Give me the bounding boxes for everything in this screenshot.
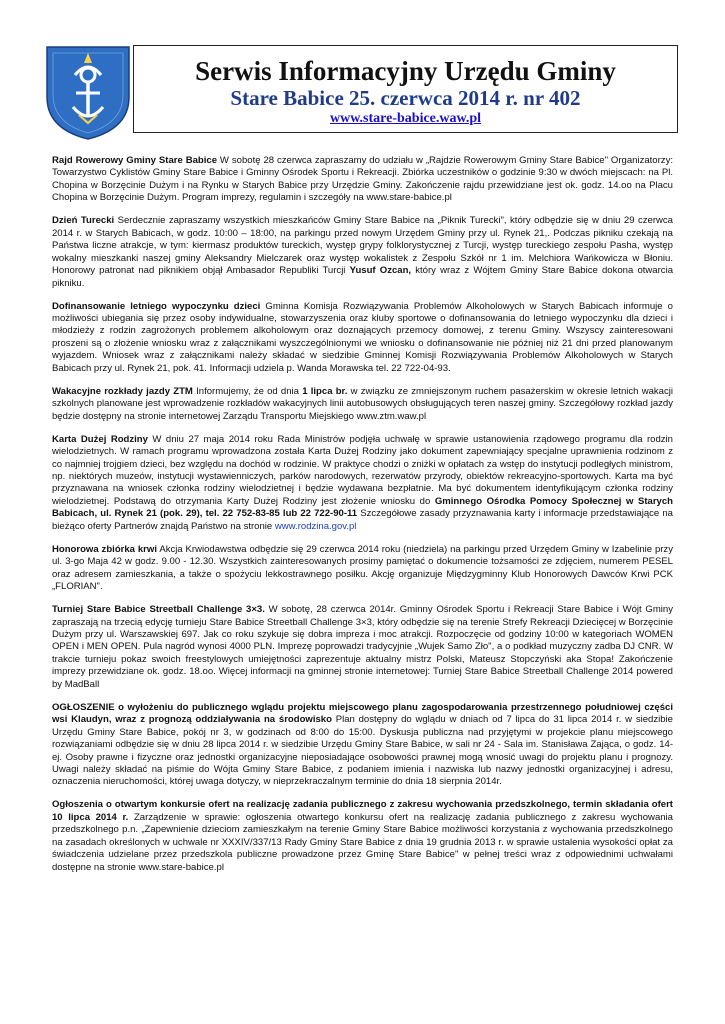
- page-header: [45, 45, 680, 137]
- article-heading: Dzień Turecki: [52, 215, 115, 227]
- start-date: 1 lipca br.: [302, 385, 348, 397]
- office-address: Gminnego Ośrodka Pomocy Społecznej w Starych Babicach, ul. Rynek 21 (pok. 29), tel. 22 752-83-85 lub 22 722-90-11: [52, 495, 673, 520]
- article-summer-funding: [52, 301, 673, 376]
- article-heading: Turniej Stare Babice Streetball Challenge 3×3.: [52, 604, 265, 616]
- article-text: Gminna Komisja Rozwiązywania Problemów Alkoholowych w Starych Babicach informuje o możliwości ubiegania się przez osoby indywidualne, stowarzyszenia oraz kluby sportowe o dofinansowania do letniego wypoczynku dla dzieci i młodzieży z rodzin zagrożonych problemem alkoholowym oraz doznających przemocy domowej, z terenu Gminy. Wszyscy zainteresowani proszeni są o złożenie wniosku wraz z załącznikami wyszczególnionymi we wniosku o dofinansowanie nie później niż 21 dni przed planowanym wyjazdem. Wniosek wraz z załącznikami należy składać w siedzibie Gminnej Komisji Rozwiązywania Problemów Alkoholowych w Starych Babicach przy ul. Rynek 21, pok. 41. Informacji udziela p. Wanda Morawska tel. 22 722-04-93.: [52, 300, 673, 374]
- article-preschool-contest: [52, 799, 673, 874]
- article-heading: Rajd Rowerowy Gminy Stare Babice: [52, 155, 218, 166]
- article-text-continued: Szczegółowe zasady przyznawania karty i informacje przedstawiające na bieżąco oferty Partnerów znajdą Państwo na stronie: [52, 508, 673, 532]
- rodzina-link[interactable]: www.rodzina.gov.pl: [274, 520, 357, 532]
- page-title: Serwis Informacyjny Urzędu Gminy: [195, 56, 616, 86]
- article-heading: OGŁOSZENIE o wyłożeniu do publicznego wglądu projektu miejscowego planu zagospodarowania przestrzennego południowej części wsi Klaudyn, wraz z prognozą oddziaływania na środowisko: [52, 701, 673, 726]
- article-heading: Dofinansowanie letniego wypoczynku dzieci: [52, 300, 261, 312]
- website-link[interactable]: www.stare-babice.waw.pl: [329, 111, 482, 126]
- article-heading: Honorowa zbiórka krwi: [52, 543, 157, 555]
- ambassador-name: Yusuf Ozcan,: [349, 265, 412, 277]
- article-text: Informujemy, że od dnia: [192, 385, 303, 397]
- article-text: W dniu 27 maja 2014 roku Rada Ministrów podjęła uchwałę w sprawie ustanowienia rządowego programu dla rodzin wielodzietnych. W ramach programu wprowadzona została Karta Dużej Rodziny jako dokument zapewniający specjalne uprawnienia rodzinom z co najmniej trojgiem dzieci, bez względu na dochód w rodzinie. W praktyce chodzi o zniżki w opłatach za wstęp do instytucji podległych ministrom, np. niektórych muzeów, instytucji wystawienniczych, parków narodowych, rezerwatów przyrody, obiektów rekreacyjno-sportowych. Karta ma być przyznawana na wniosek członka rodziny wielodzietnej i będzie wydawana bezpłatnie. Ma być dokumentem identyfikującym członka rodziny wielodzietnej. Podstawą do otrzymania Karty Dużej Rodziny jest złożenie wniosku do: [52, 433, 673, 507]
- article-turkish-day: [52, 215, 673, 290]
- article-blood-donation: [52, 544, 673, 594]
- article-zoning-plan: [52, 702, 673, 789]
- article-text-continued: który wraz z Wójtem Gminy Stare Babice dokona otwarcia pikniku.: [52, 265, 674, 289]
- article-text: W sobotę, 28 czerwca 2014r. Gminny Ośrodek Sportu i Rekreacji Stare Babice i Wójt Gminy zapraszają na trzecią edycję turnieju Stare Babice Streetball Challenge 3×3, który odbędzie się na terenie Strefy Rekreacji Dziecięcej w Borzęcinie Dużym przy ul. Warszawskiej 697. Jak co roku szykuje się dobra impreza i moc atrakcji. Rozpoczęcie od godziny 10:00 w kategoriach WOMEN OPEN i MEN OPEN. Pula nagród wynosi 4000 PLN. Imprezę poprowadzi tradycyjnie „Wujek Samo Zło", a o podkład muzyczny zadba DJ CNR. W trakcie turnieju pokaz swoich freestylowych umiejętności zaprezentuje aktualny mistrz Polski, Mateusz Stopczyński aka Stopa! Zakończenie imprezy przewidziane ok. godz. 18.oo. Więcej informacji na gminnej stronie internetowej: Turniej Stare Babice Streetball Challenge 2014 powered by MadBall: [52, 604, 674, 690]
- article-text: Plan dostępny do wglądu w dniach od 7 lipca do 31 lipca 2014 r. w siedzibie Urzędu Gminy Stare Babice, pokój nr 3, w godzinach od 8:00 do 15:00. Dyskusja publiczna nad przyjętymi w projekcie planu miejscowego rozwiązaniami odbędzie się w dniu 28 lipca 2014 r. w siedzibie Urzędu Gminy Stare Babice, w sali nr 24 - Sala im. Stanisława Zająca, o godz. 14-ej. Osoby prawne i fizyczne oraz jednostki organizacyjne nieposiadające osobowości prawnej mogą wnosić uwagi do projektu planu i prognozy. Uwagi należy składać na piśmie do Wójta Gminy Stare Babice, z podaniem imienia i nazwiska lub nazwy jednostki organizacyjnej i adresu, oznaczenia nieruchomości, której uwaga dotyczy, w nieprzekraczalnym terminie do dnia 18 sierpnia 2014r.: [52, 714, 673, 788]
- article-bike-rally: [52, 155, 673, 205]
- articles-list: [52, 155, 673, 885]
- article-streetball: [52, 604, 673, 691]
- article-text-continued: w związku ze zmniejszonym ruchem pasażerskim w okresie letnich wakacji szkolnych planowane jest wprowadzenie rozkładów wakacyjnych linii autobusowych obsługujących teren naszej gminy. Szczegółowy rozkład jazdy będzie dostępny na stronie internetowej Zarządu Transportu Miejskiego www.ztm.waw.pl: [52, 385, 674, 422]
- article-text: Zarządzenie w sprawie: ogłoszenia otwartego konkursu ofert na realizację zadania publicznego z zakresu wychowania przedszkolnego p.n. „Zapewnienie dzieciom zamieszkałym na terenie Gminy Stare Babice możliwości korzystania z wychowania przedszkolnego na zasadach określonych w uchwale nr XXXIV/337/13 Rady Gminy Stare Babice z dnia 19 grudnia 2013 r. w sprawie ustalenia wysokości opłat za świadczenia udzielane przez przedszkola publiczne prowadzone przez Gminę Stare Babice" w pełnej treści wraz z odpowiednimi uchwałami dostępne na stronie www.stare-babice.pl: [52, 811, 673, 873]
- title-box: [133, 45, 678, 133]
- article-text: W sobotę 28 czerwca zapraszamy do udziału w „Rajdzie Rowerowym Gminy Stare Babice" Organizatorzy: Towarzystwo Cyklistów Gminy Stare Babice i Gminny Ośrodek Sportu i Rekreacji. Zbiórka uczestników o godzinie 9:30 w dwóch miejscach: na Pl. Chopina w Borzęcinie Dużym i na Rynku w Starych Babice przy Urzędzie Gminy. Zakończenie rajdu przewidziane jest ok. godz. 14.oo na Placu Chopina w Borzęcinie Dużym. Program imprezy, regulamin i szczegóły na www.stare-babice.pl: [52, 155, 673, 204]
- article-text: Serdecznie zapraszamy wszystkich mieszkańców Gminy Stare Babice na „Piknik Turecki", który odbędzie się w dniu 29 czerwca 2014 r. w Starych Babicach, w godz. 10:00 – 18:00, na parkingu przed nowym Urzędem Gminy przy ul. Rynek 21,. Podczas pikniku czekają na Państwa liczne atrakcje, w tym: kiermasz produktów tureckich, występ grypy folklorystycznej z Turcji, występ tureckiego zespołu Pasha, występ wokalny mieszkanki naszej gminy Aleksandry Mielczarek oraz występ wokalistek z Zespołu Szkół nr 1 im. Melchiora Wańkowicza w Błoniu. Honorowy patronat nad piknikiem objął Ambasador Republiki Turcji: [52, 215, 673, 277]
- article-heading: Wakacyjne rozkłady jazdy ZTM: [52, 385, 193, 397]
- article-ztm-timetable: [52, 386, 673, 423]
- article-text: Akcja Krwiodawstwa odbędzie się 29 czerwca 2014 roku (niedziela) na parkingu przed Urzędem Gminy w Izabelinie przy ul. 3-go Maja 42 w godz. 9.00 - 12.30. Wszystkich zainteresowanych prosimy pamiętać o dokumencie tożsamości ze zdjęciem, numerem PESEL oraz adresem zamieszkania, a także o spożyciu lekkostrawnego posiłku. Akcję organizuje Międzygminny Klub Honorowych Dawców Krwi PCK „FLORIAN".: [52, 543, 673, 593]
- coat-of-arms-icon: [45, 45, 131, 141]
- article-heading: Ogłoszenia o otwartym konkursie ofert na realizację zadania publicznego z zakresu wychowania przedszkolnego, termin składania ofert 10 lipca 2014 r.: [52, 799, 673, 823]
- article-heading: Karta Dużej Rodziny: [52, 433, 148, 445]
- issue-subtitle: Stare Babice 25. czerwca 2014 r. nr 402: [230, 86, 581, 110]
- article-large-family-card: [52, 434, 673, 534]
